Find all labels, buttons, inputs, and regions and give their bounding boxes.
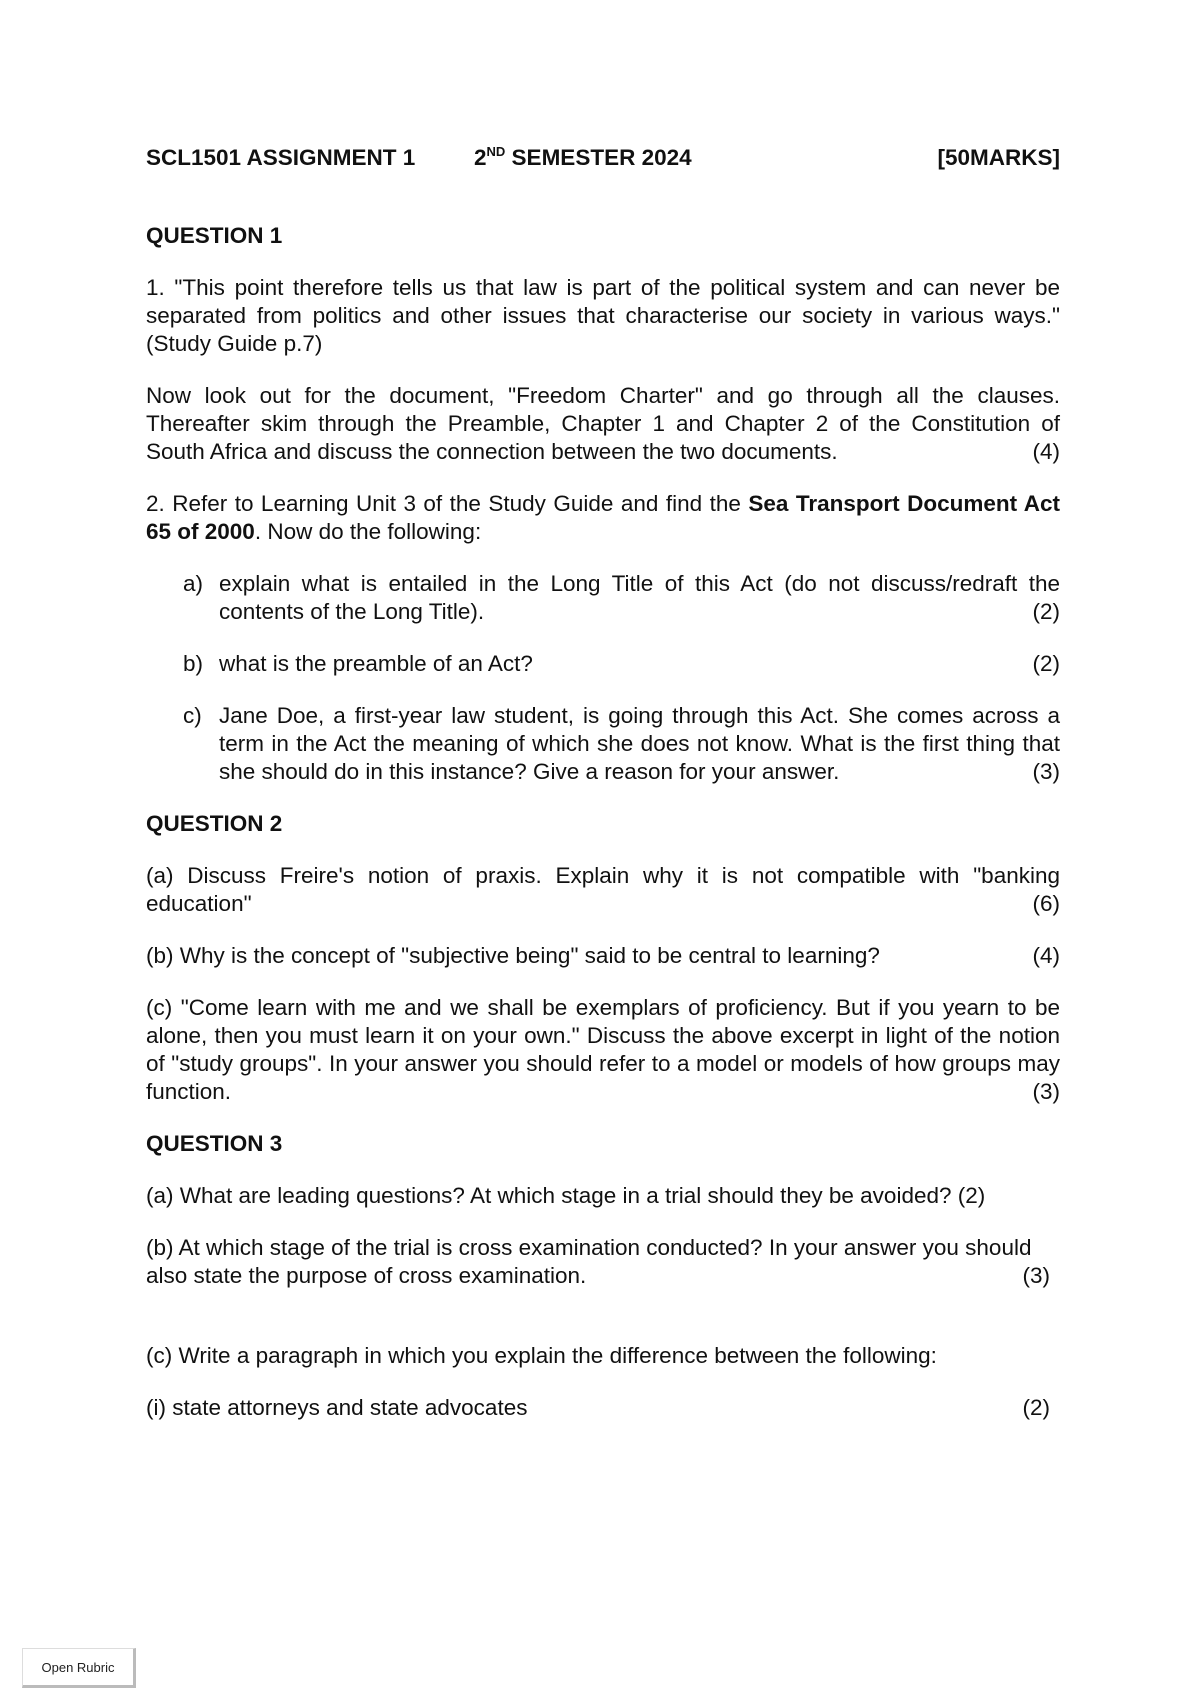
question-3-heading: QUESTION 3 [146, 1131, 283, 1156]
question-2-heading: QUESTION 2 [146, 811, 283, 836]
assignment-header [146, 144, 1060, 174]
q1-part-1-text: Now look out for the document, "Freedom Charter" and go through all the clauses. Thereafter skim through the Preamble, Chapter 1 and Chapter 2 of the Constitution of South Africa and discuss the connection between the two documents. [146, 383, 1060, 464]
q3-item-c: (c) Write a paragraph in which you explain the difference between the following: [146, 1343, 937, 1368]
q1-item-a-marks: (2) [1032, 599, 1060, 624]
q2-item-c-marks: (3) [1032, 1079, 1060, 1104]
q2-item-a-marks: (6) [1032, 891, 1060, 916]
q1-part-1 [146, 382, 1060, 466]
q1-item-b: b) what is the preamble of an Act? (2) [183, 651, 1060, 676]
q2-item-c: (c) "Come learn with me and we shall be exemplars of proficiency. But if you yearn to be alone, then you must learn it on your own." Discuss the above excerpt in light of the notion of "study groups". In your answer you should refer to a model or models of how groups may function. (3) [146, 995, 1060, 1104]
q3-item-b: (b) At which stage of the trial is cross examination conducted? In your answer you should also state the purpose of cross examination. (3) [146, 1235, 1050, 1288]
q2-item-b-marks: (4) [1032, 943, 1060, 968]
q1-item-c-marks: (3) [1032, 759, 1060, 784]
act-name: Sea Transport Document Act 65 of 2000 [146, 491, 1060, 544]
open-rubric-button[interactable] [22, 1648, 136, 1688]
q1-quote: 1. "This point therefore tells us that law is part of the political system and can never be separated from politics and other issues that characterise our society in various ways." (Study Guide p.7) [146, 275, 1060, 356]
q1-part-1-marks: (4) [1032, 439, 1060, 464]
open-rubric-label: Open Rubric [41, 1659, 115, 1675]
semester: 2ND SEMESTER 2024 [474, 144, 692, 170]
q2-item-a: (a) Discuss Freire's notion of praxis. Explain why it is not compatible with "banking education" (6) [146, 863, 1060, 916]
q3-item-b-marks: (3) [1022, 1263, 1050, 1288]
q1-part-2: 2. Refer to Learning Unit 3 of the Study Guide and find the Sea Transport Document Act 65 of 2000. Now do the following: [146, 491, 1060, 544]
q1-item-b-marks: (2) [1032, 651, 1060, 676]
question-1-heading: QUESTION 1 [146, 223, 283, 248]
q3-item-c-i: (i) state attorneys and state advocates (2) [146, 1395, 1050, 1420]
document-content [146, 144, 1060, 1422]
q3-item-c-i-marks: (2) [1022, 1395, 1050, 1420]
q2-item-b: (b) Why is the concept of "subjective being" said to be central to learning? (4) [146, 943, 1060, 968]
q1-item-c: c) Jane Doe, a first-year law student, is going through this Act. She comes across a term in the Act the meaning of which she does not know. What is the first thing that she should do in this instance? Give a reason for your answer. (3) [183, 703, 1060, 784]
q1-item-a: a) explain what is entailed in the Long Title of this Act (do not discuss/redraft the contents of the Long Title). (2) [183, 571, 1060, 624]
q3-item-a: (a) What are leading questions? At which stage in a trial should they be avoided? (2) [146, 1183, 986, 1208]
total-marks: [50MARKS] [937, 145, 1060, 170]
course-code: SCL1501 ASSIGNMENT 1 [146, 145, 416, 170]
